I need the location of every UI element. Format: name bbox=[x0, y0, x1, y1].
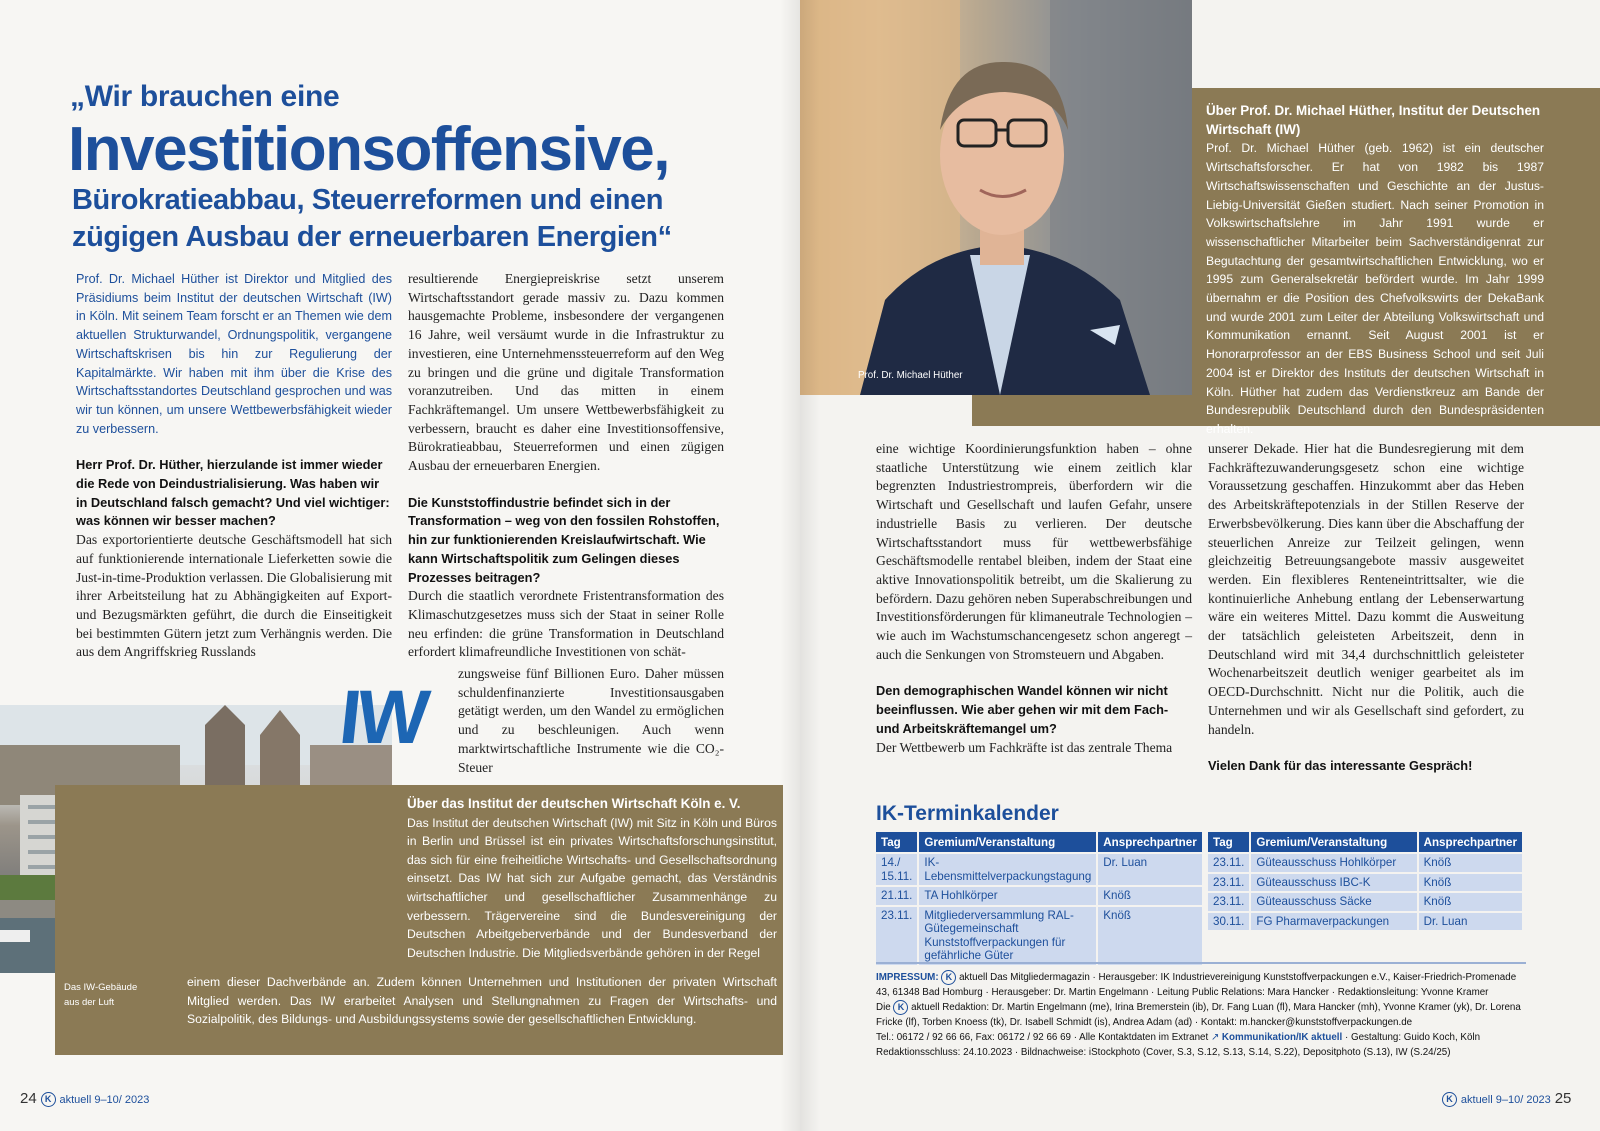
headline-line3: Bürokratieabbau, Steuerreformen und einen zügigen Ausbau der erneuerbaren Energien“ bbox=[72, 184, 672, 253]
cell-contact: Knöß bbox=[1097, 906, 1202, 965]
cell-gremium: Güteausschuss Säcke bbox=[1250, 892, 1417, 912]
right-column-1 bbox=[876, 440, 1192, 757]
bio-box-text bbox=[1206, 102, 1544, 439]
magazine-issue-left: aktuell 9–10/ 2023 bbox=[59, 1094, 150, 1106]
table-row bbox=[1208, 853, 1523, 873]
impressum-line3: Tel.: 06172 / 92 66 66, Fax: 06172 / 92 66 69 · Alle Kontaktdaten im Extranet bbox=[876, 1032, 1209, 1044]
impressum-divider bbox=[876, 962, 1526, 964]
external-link-icon: ↗ bbox=[1210, 1032, 1220, 1044]
extranet-link[interactable]: Kommunikation/IK aktuell bbox=[1221, 1032, 1343, 1044]
col-header-ansprechpartner: Ansprechpartner bbox=[1418, 832, 1523, 853]
col-header-tag: Tag bbox=[876, 832, 918, 853]
terminkalender-title: IK-Terminkalender bbox=[876, 802, 1059, 825]
iw-info-text-top: Das Institut der deutschen Wirtschaft (IW) mit Sitz in Köln und Büros in Berlin und Brüssel ist ein privates Wirtschaftsforschungsinstitut, das sich für eine freiheitliche Wirtschafts- und Gesellschaftsordnung einsetzt. Das IW hat sich zur Aufgabe gemacht, das Verständnis wirtschaftlicher und gesellschaftlicher Zusammenhänge zu verbessern. Trägervereine sind die Bundesvereinigung der Deutschen Arbeitgeberverbände und der Bundesverband der Deutschen Industrie. Die Mitgliedsverbände gehören in der Regel bbox=[407, 815, 777, 960]
table-row bbox=[876, 886, 1203, 906]
bio-box-body: Prof. Dr. Michael Hüther (geb. 1962) ist ein deutscher Wirtschaftsforscher. Er hat von 1982 bis 1987 Wirtschaftswissenschaften und Geschichte an der Justus-Liebig-Universität Gießen studiert. Nach seiner Promotion in Volkswirtschaftslehre im Jahr 1991 wurde er wissenschaftlicher Mitarbeiter beim Sachverständigenrat zur Begutachtung der gesamtwirtschaftlichen Entwicklung, wo er 1995 zum Generalsekretär befördert wurde. Im Jahr 1999 übernahm er die Position des Chefvolkswirts der DekaBank und wurde 2001 zum Leiter der Abteilung Volkswirtschaft und Kommunikation ernannt. Seit August 2001 ist er Honorarprofessor an der EBS Business School und seit Juli 2004 ist er Direktor des Instituts der deutschen Wirtschaft in Köln. Hüther hat zudem das Verdienstkreuz am Bande der Bundesrepublik Deutschland durch den Bundespräsidenten erhalten. bbox=[1206, 141, 1544, 436]
impressum-line3-post: · Gestaltung: Guido Koch, Köln bbox=[1344, 1032, 1481, 1044]
col-header-gremium: Gremium/Veranstaltung bbox=[1250, 832, 1417, 853]
folio-left bbox=[20, 1090, 149, 1107]
intro-text: Prof. Dr. Michael Hüther ist Direktor und Mitglied des Präsidiums beim Institut der deutschen Wirtschaft (IW) in Köln. Mit seinem Team forscht er an Themen wie dem aktuellen Strukturwandel, Ordnungspolitik, vergangene Wirtschaftskrisen bis hin zur Regulierung der Kapitalmärkte. Wir haben mit ihm über die Krise des Wirtschaftsstandortes Deutschland gesprochen und was wir tun können, um unsere Wettbewerbsfähigkeit wieder zu verbessern. bbox=[76, 272, 392, 436]
ik-logo-icon: K bbox=[893, 1000, 908, 1015]
cell-gremium: FG Pharmaverpackungen bbox=[1250, 912, 1417, 931]
cell-contact: Dr. Luan bbox=[1418, 912, 1523, 931]
table-row bbox=[876, 853, 1203, 886]
cell-gremium: Güteausschuss Hohlkörper bbox=[1250, 853, 1417, 873]
cell-gremium: Güteausschuss IBC-K bbox=[1250, 873, 1417, 893]
impressum-line2: aktuell Redaktion: Dr. Martin Engelmann (me), Irina Bremerstein (ib), Dr. Fang Luan (fl), Mara Hancker (mh), Yvonne Kramer (yk), Dr. Lorena Fricke (lf), Torben Knoess (tk), Dr. Isabell Schmidt (is), Andrea Adam (ad) · Kontakt: m.hancker@kunststoffverpackungen.de bbox=[876, 1002, 1521, 1029]
iw-info-title: Über das Institut der deutschen Wirtschaft Köln e. V. bbox=[407, 796, 741, 811]
table-row bbox=[876, 906, 1203, 965]
headline-line1: „Wir brauchen eine bbox=[70, 80, 340, 113]
question-2: Die Kunststoffindustrie befindet sich in der Transformation – weg von den fossilen Rohstoffen, hin zur funktionierenden Kreislaufwirtschaft. Wie kann Wirtschaftspolitik zum Gelingen dieses Prozesses beitragen? bbox=[408, 494, 720, 585]
impressum-line1: aktuell Das Mitgliedermagazin · Herausgeber: IK Industrievereinigung Kunststoffverpackungen e.V., Kaiser-Friedrich-Promenade 43, 61348 Bad Homburg · Herausgeber: Dr. Martin Engelmann · Leitung Public Relations: Mara Hancker · Redaktionsleitung: Yvonne Kramer bbox=[876, 972, 1517, 999]
table-row bbox=[1208, 912, 1523, 931]
table-row bbox=[1208, 892, 1523, 912]
impressum-label: IMPRESSUM: bbox=[876, 972, 939, 984]
answer-3-continued: unserer Dekade. Hier hat die Bundesregierung mit dem Fachkräftezuwanderungsgesetz schon eine wichtige Voraussetzung geschaffen. Hinzukommt aber das Heben des Arbeitskräftepotenzials in der Stillen Reserve der Erwerbsbevölkerung. Dies kann über die Abschaffung der steuerlichen Anreize zur Teilzeit gelingen, wenn gleichzeitig Betreuungsangebote massiv ausgeweitet werden. Ein flexibleres Renteneintrittsalter, wie die kontinuierliche Anhebung entlang der Lebenserwartung wäre ein weiteres Mittel. Dazu kommt die Ausweitung der tatsächlich geleisteten Arbeitszeit, denn in Deutschland wird mit 34,4 durchschnittlich geleisteter Wochenarbeitszeit deutlich weniger gearbeitet als im OECD-Durchschnitt. Nicht nur die Politik, auch die Unternehmen und wir als Gesellschaft sind gefordert, zu handeln. bbox=[1208, 441, 1524, 737]
col-header-ansprechpartner: Ansprechpartner bbox=[1097, 832, 1202, 853]
answer-1: Das exportorientierte deutsche Geschäftsmodell hat sich auf funktionierende internationale Lieferketten sowie die Just-in-time-Produktion verlassen. Die Globalisierung mit ihrer Arbeitsteilung hat zu Abhängigkeiten auf Export- und Bezugsmärkten geführt, die durch die Einseitigkeit bei bestimmten Gütern jetzt zum Verhängnis werden. Die aus dem Angriffskrieg Russlands bbox=[76, 532, 393, 660]
impressum bbox=[876, 970, 1526, 1060]
termin-table-left bbox=[876, 832, 1204, 965]
col-header-tag: Tag bbox=[1208, 832, 1250, 853]
cell-tag: 23.11. bbox=[1208, 853, 1250, 873]
impressum-line2-pre: Die bbox=[876, 1002, 891, 1014]
right-column-2 bbox=[1208, 440, 1524, 776]
left-column-2 bbox=[408, 270, 724, 662]
portrait-caption: Prof. Dr. Michael Hüther bbox=[858, 370, 963, 381]
page-number-right: 25 bbox=[1554, 1090, 1572, 1107]
caption-line-1: Das IW-Gebäude bbox=[64, 982, 138, 993]
answer-2-continued: eine wichtige Koordinierungsfunktion haben – ohne staatliche Unterstützung wie einem zeitlich klar begrenzten Industriestrompreis, überfordern wir die Wirtschaft und Gesellschaft und laufen Gefahr, unsere industrielle Basis zu verlieren. Der deutsche Wirtschaftsstandort muss für wettbewerbsfähige Geschäftsmodelle rentabel bleiben, indem der Staat eine aktive Innovationspolitik betreibt, um die Skalierung zu befördern. Dazu gehören neben Superabschreibungen und Investitionsförderungen für klimaneutrale Technologien – wie auch im Wachstumschancengesetz schon angeregt – auch die Senkungen von Stromsteuern und Abgaben. bbox=[876, 441, 1192, 662]
answer-2-top: Durch die staatlich verordnete Fristentransformation des Klimaschutzgesetzes muss sich der Staat in seiner Rolle neu erfinden: die grüne Transformation in Deutschland erfordert klimafreundliche Investitionen von schät- bbox=[408, 588, 724, 660]
iw-info-top bbox=[407, 795, 777, 962]
cell-gremium: TA Hohlkörper bbox=[918, 886, 1097, 906]
answer-3: Der Wettbewerb um Fachkräfte ist das zentrale Thema bbox=[876, 739, 1173, 755]
headline-line2: Investitionsoffensive, bbox=[68, 115, 669, 184]
cell-contact: Dr. Luan bbox=[1097, 853, 1202, 886]
impressum-line4: Redaktionsschluss: 24.10.2023 · Bildnachweise: iStockphoto (Cover, S.3, S.12, S.13, S.14, S.22), Depositphoto (S.13), IW (S.24/25) bbox=[876, 1047, 1451, 1059]
answer-2-bottom: zungsweise fünf Billionen Euro. Daher müssen schuldenfinanzierte Investitionsausgaben getätigt werden, um den Wandel zu ermöglichen und zu beschleunigen. Auch wenn marktwirtschaftliche Instrumente wie die CO₂-Steuer bbox=[458, 666, 724, 775]
cell-tag: 21.11. bbox=[876, 886, 918, 906]
question-1: Herr Prof. Dr. Hüther, hierzulande ist immer wieder die Rede von Deindustrialisierung. Was haben wir in Deutschland falsch gemacht? Und viel wichtiger: was können wir besser machen? bbox=[76, 457, 390, 529]
spine-shadow bbox=[780, 0, 820, 1131]
cell-tag: 23.11. bbox=[876, 906, 918, 965]
portrait-photo bbox=[800, 0, 1192, 395]
magazine-issue-right: aktuell 9–10/ 2023 bbox=[1460, 1094, 1551, 1106]
ik-logo-icon: K bbox=[941, 970, 956, 985]
iw-logo: IW bbox=[335, 675, 430, 760]
portrait-illustration bbox=[800, 0, 1192, 395]
closing-thanks: Vielen Dank für das interessante Gespräch! bbox=[1208, 758, 1473, 774]
ik-logo-icon: K bbox=[1442, 1092, 1457, 1107]
col-header-gremium: Gremium/Veranstaltung bbox=[918, 832, 1097, 853]
cell-contact: Knöß bbox=[1418, 853, 1523, 873]
cell-tag: 23.11. bbox=[1208, 892, 1250, 912]
cell-tag: 23.11. bbox=[1208, 873, 1250, 893]
caption-line-2: aus der Luft bbox=[64, 997, 115, 1008]
answer-1-continued: resultierende Energiepreiskrise setzt unserem Wirtschaftsstandort gerade massiv zu. Dazu kommen hausgemachte Probleme, insbesondere der vergangenen 16 Jahre, weil versäumt wurde in die Infrastruktur zu investieren, eine Unternehmenssteuerreform auf den Weg zu bringen und die grüne und digitale Transformation voranzutreiben. Und das mitten in einem Fachkräftemangel. Um unsere Wettbewerbsfähigkeit zu verbessern, braucht es daher eine Investitionsoffensive, Bürokratieabbau, Steuerreformen und einen zügigen Ausbau der erneuerbaren Energien. bbox=[408, 271, 724, 474]
question-3: Den demographischen Wandel können wir nicht beeinflussen. Wie aber gehen wir mit dem Fach- und Arbeitskräftemangel um? bbox=[876, 683, 1169, 736]
table-row bbox=[1208, 873, 1523, 893]
cell-contact: Knöß bbox=[1418, 873, 1523, 893]
page-number-left: 24 bbox=[20, 1090, 37, 1107]
cell-contact: Knöß bbox=[1418, 892, 1523, 912]
iw-photo-caption bbox=[64, 980, 137, 1010]
cell-contact: Knöß bbox=[1097, 886, 1202, 906]
cell-tag: 30.11. bbox=[1208, 912, 1250, 931]
cell-tag: 14./ 15.11. bbox=[876, 853, 918, 886]
termin-table-right bbox=[1208, 832, 1524, 930]
bio-box-title: Über Prof. Dr. Michael Hüther, Institut der Deutschen Wirtschaft (IW) bbox=[1206, 103, 1541, 137]
iw-info-text-bottom: einem dieser Dachverbände an. Zudem können Unternehmen und Institutionen der privaten Wirtschaft Mitglied werden. Das IW erarbeitet Analysen und Stellungnahmen zu Fragen der Wirtschafts- und Sozialpolitik, des Bildungs- und Ausbildungssystems sowie der gesellschaftlichen Entwicklung. bbox=[187, 975, 777, 1027]
cell-gremium: IK-Lebensmittelverpackungstagung bbox=[918, 853, 1097, 886]
ik-logo-icon: K bbox=[41, 1092, 56, 1107]
folio-right bbox=[1442, 1090, 1571, 1107]
left-column-2-lower bbox=[458, 665, 724, 777]
cell-gremium: Mitgliederversammlung RAL-Gütegemeinschaft Kunststoffverpackungen für gefährliche Güter bbox=[918, 906, 1097, 965]
left-column-1 bbox=[76, 270, 392, 662]
